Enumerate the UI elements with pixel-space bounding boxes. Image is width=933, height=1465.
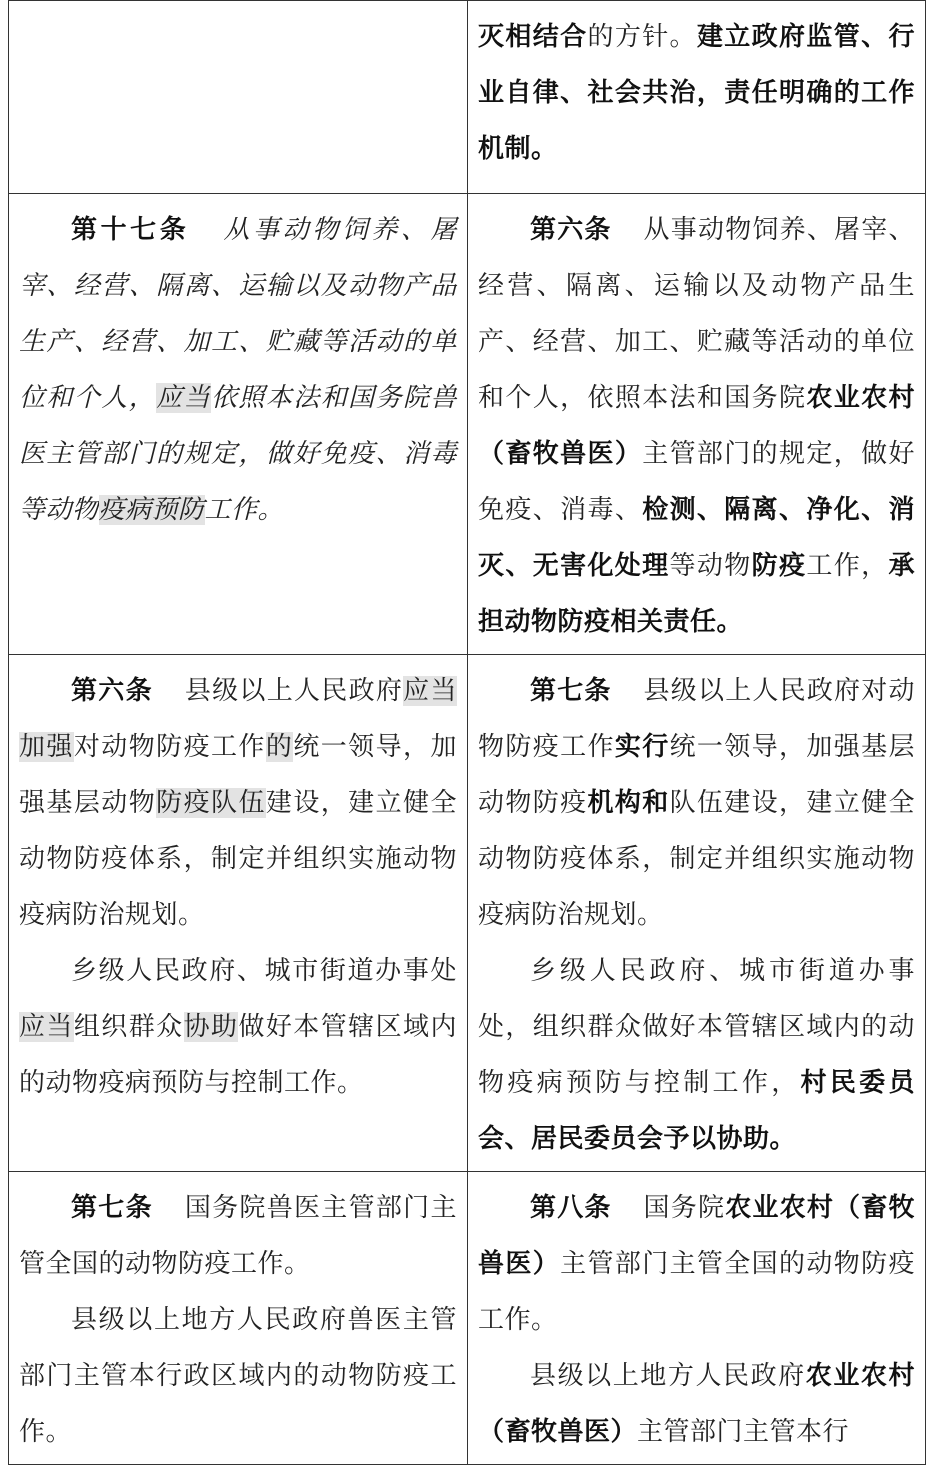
text-segment: 做好本管辖区域内的动物疫病预防与控制工作。	[19, 1012, 457, 1098]
old-law-cell	[9, 194, 468, 655]
article-paragraph	[478, 663, 915, 943]
article-number: 第六条	[530, 215, 612, 245]
text-segment: 建设，建立健全动物防疫体系，制定并组织实施动物疫病防治规划。	[19, 788, 457, 930]
new-law-cell	[468, 1172, 926, 1465]
new-law-cell	[468, 655, 926, 1172]
old-law-cell	[9, 1, 468, 194]
text-segment: 统一领导，加强基层动物防疫	[478, 732, 915, 818]
old-law-cell	[9, 655, 468, 1172]
new-law-cell	[468, 194, 926, 655]
amended-text: 机构和	[587, 788, 670, 818]
text-segment: 主管部门主管全国的动物防疫工作。	[478, 1249, 915, 1335]
amended-text: 灭相结合	[478, 22, 588, 52]
text-segment: 工作。	[204, 495, 285, 525]
article-number: 第七条	[530, 676, 612, 706]
article-paragraph	[478, 202, 915, 650]
comparison-table	[8, 0, 926, 1465]
article-paragraph	[19, 1180, 457, 1292]
text-segment: 等动物	[669, 551, 752, 581]
text-segment: 国务院兽医主管部门主管全国的动物防疫工作。	[19, 1193, 457, 1279]
text-segment: 国务院	[642, 1193, 726, 1223]
table-row	[9, 655, 926, 1172]
table-row	[9, 194, 926, 655]
text-segment: 从事动物饲养、屠宰、经营、隔离、运输以及动物产品生产、经营、加工、贮藏等活动的单位和个人，依照本法和国务院	[478, 215, 915, 413]
deleted-text-highlight: 防疫队伍	[156, 788, 266, 818]
article-number: 第八条	[530, 1193, 612, 1223]
amended-text: 农业农村（畜牧兽医）	[478, 1193, 915, 1279]
article-paragraph	[478, 9, 915, 177]
text-segment: 统一领导，加强基层动物	[19, 732, 457, 818]
amended-text: 承担动物防疫相关责任。	[478, 551, 915, 637]
text-segment: 对动物防疫工作	[73, 732, 266, 762]
text-segment: 依照本法和国务院兽医主管部门的规定，做好免疫、消毒等动物	[19, 383, 457, 525]
deleted-text-highlight: 协助	[183, 1012, 239, 1042]
text-segment: 县级以上地方人民政府	[530, 1361, 806, 1391]
amended-text: 村民委员会、居民委员会予以协助。	[478, 1068, 915, 1154]
amended-text: 防疫	[751, 551, 807, 581]
text-segment: 乡级人民政府、城市街道办事处，组织群众做好本管辖区域内的动物疫病预防与控制工作，	[478, 956, 915, 1098]
old-law-cell	[9, 1172, 468, 1465]
amended-text: 农业农村（畜牧兽医）	[478, 1361, 915, 1447]
deleted-text-highlight: 应当加强	[19, 676, 457, 762]
article-paragraph	[478, 1348, 915, 1460]
text-segment: 的方针。	[587, 22, 697, 52]
article-paragraph	[19, 663, 457, 943]
deleted-text-highlight: 的	[265, 732, 294, 762]
text-segment: 队伍建设，建立健全动物防疫体系，制定并组织实施动物疫病防治规划。	[478, 788, 915, 930]
table-row	[9, 1, 926, 194]
article-number: 第六条	[71, 676, 153, 706]
new-law-cell	[468, 1, 926, 194]
text-segment: 从事动物饲养、屠宰、经营、隔离、运输以及动物产品生产、经营、加工、贮藏等活动的单位和个人，	[19, 215, 457, 413]
text-segment: 县级以上人民政府	[184, 676, 404, 706]
text-segment: 县级以上地方人民政府兽医主管部门主管本行政区域内的动物防疫工作。	[19, 1305, 457, 1447]
amended-text: 实行	[614, 732, 670, 762]
article-number: 第七条	[71, 1193, 153, 1223]
text-segment: 乡级人民政府、城市街道办事处	[71, 956, 457, 986]
text-segment: 主管部门的规定，做好免疫、消毒、	[478, 439, 915, 525]
amended-text: 农业农村（畜牧兽医）	[478, 383, 915, 469]
deleted-text-highlight: 应当	[156, 383, 212, 413]
table-row	[9, 1172, 926, 1465]
text-segment: 工作，	[806, 551, 889, 581]
comparison-table-body	[9, 1, 926, 1465]
amended-text: 建立政府监管、行业自律、社会共治，责任明确的工作机制。	[478, 22, 915, 164]
article-paragraph	[19, 1292, 457, 1460]
article-paragraph	[19, 202, 457, 538]
deleted-text-highlight: 应当	[19, 1012, 74, 1042]
text-segment: 主管部门主管本行	[637, 1417, 850, 1447]
article-number: 第十七条	[71, 215, 190, 245]
article-paragraph	[478, 1180, 915, 1348]
deleted-text-highlight: 疫病预防	[98, 495, 205, 525]
text-segment: 县级以上人民政府对动物防疫工作	[478, 676, 915, 762]
article-paragraph	[478, 943, 915, 1167]
amended-text: 检测、隔离、净化、消灭、无害化处理	[478, 495, 915, 581]
article-paragraph	[19, 943, 457, 1111]
text-segment: 组织群众	[73, 1012, 184, 1042]
